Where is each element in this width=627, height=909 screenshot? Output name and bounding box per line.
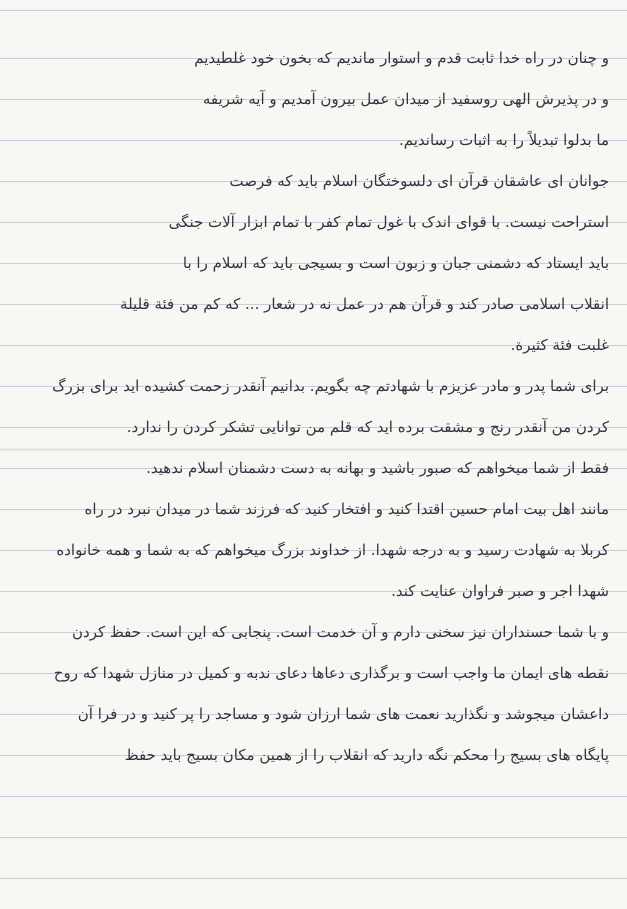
text-line: شهدا اجر و صبر فراوان عنایت کند.	[391, 582, 609, 600]
text-line: باید ایستاد که دشمنی جبان و زبون است و بسیجی باید که اسلام را با	[182, 254, 609, 272]
text-line: و در پذیرش الهی روسفید از میدان عمل بیرون آمدیم و آیه شریفه	[202, 90, 609, 108]
paragraph-5	[20, 612, 609, 776]
paragraph-2	[20, 161, 609, 366]
text-line: برای شما پدر و مادر عزیزم با شهادتم چه بگویم. بدانیم آنقدر زحمت کشیده اید برای بزرگ	[52, 377, 609, 395]
text-line: داعشان میجوشد و نگذارید نعمت های شما ارزان شود و مساجد را پر کنید و در فرا آن	[77, 705, 609, 723]
text-line: و چنان در راه خدا ثابت قدم و استوار ماندیم که بخون خود غلطیدیم	[194, 49, 609, 67]
text-line: استراحت نیست. با قوای اندک با غول تمام کفر با تمام ابزار آلات جنگی	[168, 213, 609, 231]
text-line: و با شما حسنداران نیز سخنی دارم و آن خدمت است. پنجابی که این است. حفظ کردن	[72, 623, 609, 641]
text-line: کربلا به شهادت رسید و به درجه شهدا. از خداوند بزرگ میخواهم که به شما و همه خانواده	[56, 541, 609, 559]
paragraph-4	[20, 489, 609, 612]
text-line: فقط از شما میخواهم که صبور باشید و بهانه به دست دشمنان اسلام ندهید.	[146, 459, 609, 477]
text-line: پایگاه های بسیج را محکم نگه دارید که انقلاب را از همین مکان بسیج باید حفظ	[124, 746, 609, 764]
paragraph-3	[20, 366, 609, 489]
text-line: کردن من آنقدر رنج و مشقت برده اید که قلم من توانایی تشکر کردن را ندارد.	[126, 418, 609, 436]
text-line: غلبت فئة کثیرة.	[510, 336, 609, 354]
text-line: انقلاب اسلامی صادر کند و قرآن هم در عمل نه در شعار ... که کم من فئة قلیلة	[120, 295, 609, 313]
text-line: جوانان ای عاشقان قرآن ای دلسوختگان اسلام باید که فرصت	[229, 172, 609, 190]
text-line: ما بدلوا تبدیلاً را به اثبات رساندیم.	[399, 131, 609, 149]
text-line: مانند اهل بیت امام حسین اقتدا کنید و افتخار کنید که فرزند شما در میدان نبرد در راه	[84, 500, 609, 518]
text-line: نقطه های ایمان ما واجب است و برگذاری دعاها دعای ندبه و کمیل در منازل شهدا که روح	[53, 664, 609, 682]
paragraph-1	[20, 38, 609, 161]
letter-body	[20, 38, 609, 776]
